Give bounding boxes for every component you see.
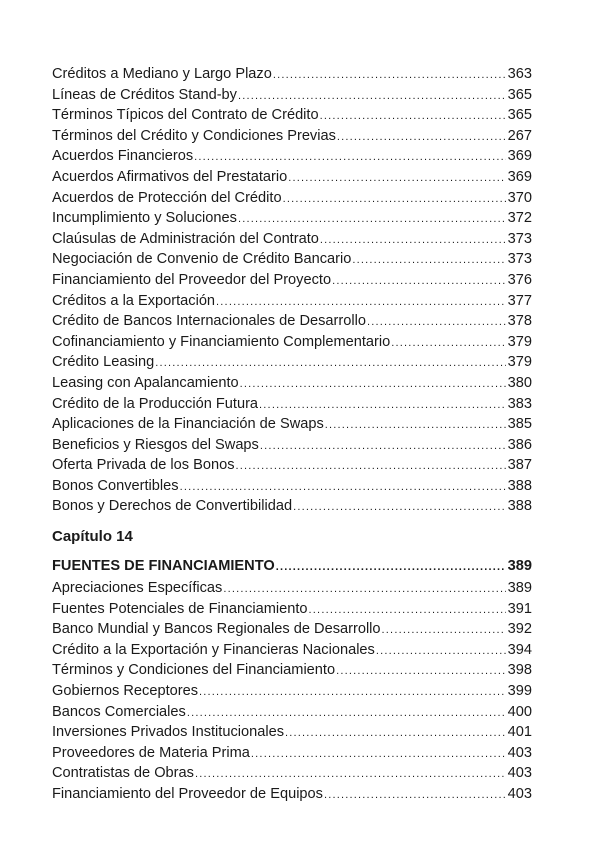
toc-entry xyxy=(52,743,532,764)
toc-entry xyxy=(52,229,532,250)
dot-leader xyxy=(239,374,506,394)
toc-entry-label: Bonos y Derechos de Convertibilidad xyxy=(52,498,293,515)
toc-entry-page: 378 xyxy=(507,313,532,330)
toc-entry-page: 391 xyxy=(507,600,532,617)
toc-entry xyxy=(52,373,532,394)
dot-leader xyxy=(366,312,506,332)
toc-entry-label: Líneas de Créditos Stand-by xyxy=(52,86,237,103)
toc-entry-label: Acuerdos de Protección del Crédito xyxy=(52,189,282,206)
dot-leader xyxy=(390,333,506,353)
dot-leader xyxy=(308,600,506,620)
toc-entry-label: Cofinanciamiento y Financiamiento Complementario xyxy=(52,333,391,350)
dot-leader xyxy=(193,147,506,167)
toc-entry xyxy=(52,64,532,85)
toc-entry-page: 386 xyxy=(507,436,532,453)
toc-entry-label: Gobiernos Receptores xyxy=(52,683,199,700)
chapter-heading: Capítulo 14 xyxy=(52,528,133,546)
toc-entry-page: 369 xyxy=(507,148,532,165)
toc-entry xyxy=(52,394,532,415)
toc-entry-page: 403 xyxy=(507,744,532,761)
dot-leader xyxy=(250,744,506,764)
toc-entry-label: Fuentes Potenciales de Financiamiento xyxy=(52,600,308,617)
toc-list-before xyxy=(52,64,532,517)
dot-leader xyxy=(237,86,506,106)
dot-leader xyxy=(319,230,506,250)
toc-entry-label: Negociación de Convenio de Crédito Bancario xyxy=(52,251,352,268)
toc-entry xyxy=(52,763,532,784)
toc-entry-label: Banco Mundial y Bancos Regionales de Desarrollo xyxy=(52,621,381,638)
toc-entry-label: Términos del Crédito y Condiciones Previas xyxy=(52,127,336,144)
toc-entry xyxy=(52,85,532,106)
dot-leader xyxy=(375,641,506,661)
toc-entry-label: Leasing con Apalancamiento xyxy=(52,374,239,391)
toc-entry xyxy=(52,332,532,353)
toc-entry xyxy=(52,599,532,620)
dot-leader xyxy=(258,395,506,415)
dot-leader xyxy=(284,723,506,743)
toc-entry-page: 394 xyxy=(507,641,532,658)
dot-leader xyxy=(235,456,506,476)
toc-entry xyxy=(52,249,532,270)
toc-entry-page: 403 xyxy=(507,786,532,802)
toc-entry-label: Crédito de la Producción Futura xyxy=(52,395,259,412)
toc-entry xyxy=(52,435,532,456)
toc-entry-label: Incumplimiento y Soluciones xyxy=(52,210,237,227)
dot-leader xyxy=(259,436,506,456)
toc-entry xyxy=(52,722,532,743)
dot-leader xyxy=(275,556,506,577)
dot-leader xyxy=(198,682,506,702)
dot-leader xyxy=(154,353,506,373)
toc-entry-page: 385 xyxy=(507,416,532,433)
toc-entry xyxy=(52,619,532,640)
toc-entry xyxy=(52,578,532,599)
toc-entry-page: 363 xyxy=(507,66,532,82)
dot-leader xyxy=(292,497,506,517)
toc-entry-page: 370 xyxy=(507,189,532,206)
toc-entry xyxy=(52,702,532,723)
section-heading-label: FUENTES DE FINANCIAMIENTO xyxy=(52,558,275,575)
toc-entry-page: 398 xyxy=(507,662,532,679)
toc-entry-label: Crédito de Bancos Internacionales de Desarrollo xyxy=(52,313,366,330)
toc-entry xyxy=(52,208,532,229)
dot-leader xyxy=(351,250,506,270)
toc-entry-label: Acuerdos Afirmativos del Prestatario xyxy=(52,168,288,185)
toc-entry-page: 372 xyxy=(507,210,532,227)
dot-leader xyxy=(331,271,506,291)
toc-entry-label: Acuerdos Financieros xyxy=(52,148,194,165)
toc-entry-label: Beneficios y Riesgos del Swaps xyxy=(52,436,259,453)
dot-leader xyxy=(323,785,506,805)
toc-entry-page: 373 xyxy=(507,230,532,247)
toc-entry-page: 377 xyxy=(507,292,532,309)
toc-entry-page: 379 xyxy=(507,333,532,350)
toc-entry-page: 365 xyxy=(507,86,532,103)
toc-entry xyxy=(52,311,532,332)
toc-entry-label: Oferta Privada de los Bonos xyxy=(52,457,235,474)
dot-leader xyxy=(194,764,506,784)
toc-entry-page: 380 xyxy=(507,374,532,391)
toc-entry xyxy=(52,126,532,147)
toc-entry xyxy=(52,167,532,188)
toc-entry-label: Apreciaciones Específicas xyxy=(52,580,223,597)
toc-entry-label: Claúsulas de Administración del Contrato xyxy=(52,230,319,247)
toc-entry xyxy=(52,105,532,126)
toc-entry-page: 376 xyxy=(507,271,532,288)
toc-list-after xyxy=(52,578,532,805)
toc-entry-label: Bancos Comerciales xyxy=(52,703,186,720)
toc-entry-page: 389 xyxy=(507,580,532,597)
toc-entry-page: 399 xyxy=(507,683,532,700)
dot-leader xyxy=(222,579,506,599)
dot-leader xyxy=(215,292,506,312)
toc-entry-label: Financiamiento del Proveedor del Proyecto xyxy=(52,271,332,288)
toc-entry xyxy=(52,640,532,661)
toc-entry-page: 365 xyxy=(507,107,532,124)
toc-entry-page: 388 xyxy=(507,477,532,494)
dot-leader xyxy=(237,209,506,229)
toc-entry-page: 373 xyxy=(507,251,532,268)
toc-entry xyxy=(52,784,532,805)
toc-entry xyxy=(52,476,532,497)
toc-entry-label: Bonos Convertibles xyxy=(52,477,179,494)
toc-entry-label: Crédito a la Exportación y Financieras Nacionales xyxy=(52,641,375,658)
dot-leader xyxy=(179,477,506,497)
toc-entry-label: Aplicaciones de la Financiación de Swaps xyxy=(52,416,324,433)
toc-entry xyxy=(52,291,532,312)
dot-leader xyxy=(324,415,506,435)
toc-entry-page: 267 xyxy=(507,127,532,144)
toc-entry xyxy=(52,660,532,681)
section-heading-page: 389 xyxy=(507,558,532,575)
toc-entry-page: 388 xyxy=(507,498,532,515)
toc-entry-page: 369 xyxy=(507,168,532,185)
table-of-contents xyxy=(52,64,532,805)
dot-leader xyxy=(287,168,506,188)
toc-entry xyxy=(52,455,532,476)
toc-entry-page: 387 xyxy=(507,457,532,474)
toc-entry-page: 379 xyxy=(507,354,532,371)
dot-leader xyxy=(336,127,506,147)
toc-entry xyxy=(52,414,532,435)
toc-entry xyxy=(52,270,532,291)
toc-entry-label: Términos y Condiciones del Financiamiento xyxy=(52,662,336,679)
toc-entry-page: 383 xyxy=(507,395,532,412)
section-heading-entry xyxy=(52,555,532,577)
toc-entry-label: Financiamiento del Proveedor de Equipos xyxy=(52,786,323,802)
toc-entry-label: Créditos a la Exportación xyxy=(52,292,216,309)
toc-entry-label: Términos Típicos del Contrato de Crédito xyxy=(52,107,319,124)
toc-entry-label: Inversiones Privados Institucionales xyxy=(52,724,284,741)
dot-leader xyxy=(381,620,506,640)
toc-entry-label: Proveedores de Materia Prima xyxy=(52,744,250,761)
toc-entry xyxy=(52,146,532,167)
toc-entry-label: Crédito Leasing xyxy=(52,354,155,371)
toc-entry-page: 400 xyxy=(507,703,532,720)
dot-leader xyxy=(282,189,506,209)
toc-entry xyxy=(52,681,532,702)
toc-entry xyxy=(52,188,532,209)
toc-entry-page: 392 xyxy=(507,621,532,638)
toc-entry-label: Contratistas de Obras xyxy=(52,765,194,782)
toc-entry-page: 403 xyxy=(507,765,532,782)
toc-entry xyxy=(52,496,532,517)
toc-entry-page: 401 xyxy=(507,724,532,741)
dot-leader xyxy=(272,65,506,85)
dot-leader xyxy=(335,661,506,681)
dot-leader xyxy=(319,106,506,126)
toc-entry xyxy=(52,352,532,373)
dot-leader xyxy=(186,703,506,723)
toc-entry-label: Créditos a Mediano y Largo Plazo xyxy=(52,66,272,82)
